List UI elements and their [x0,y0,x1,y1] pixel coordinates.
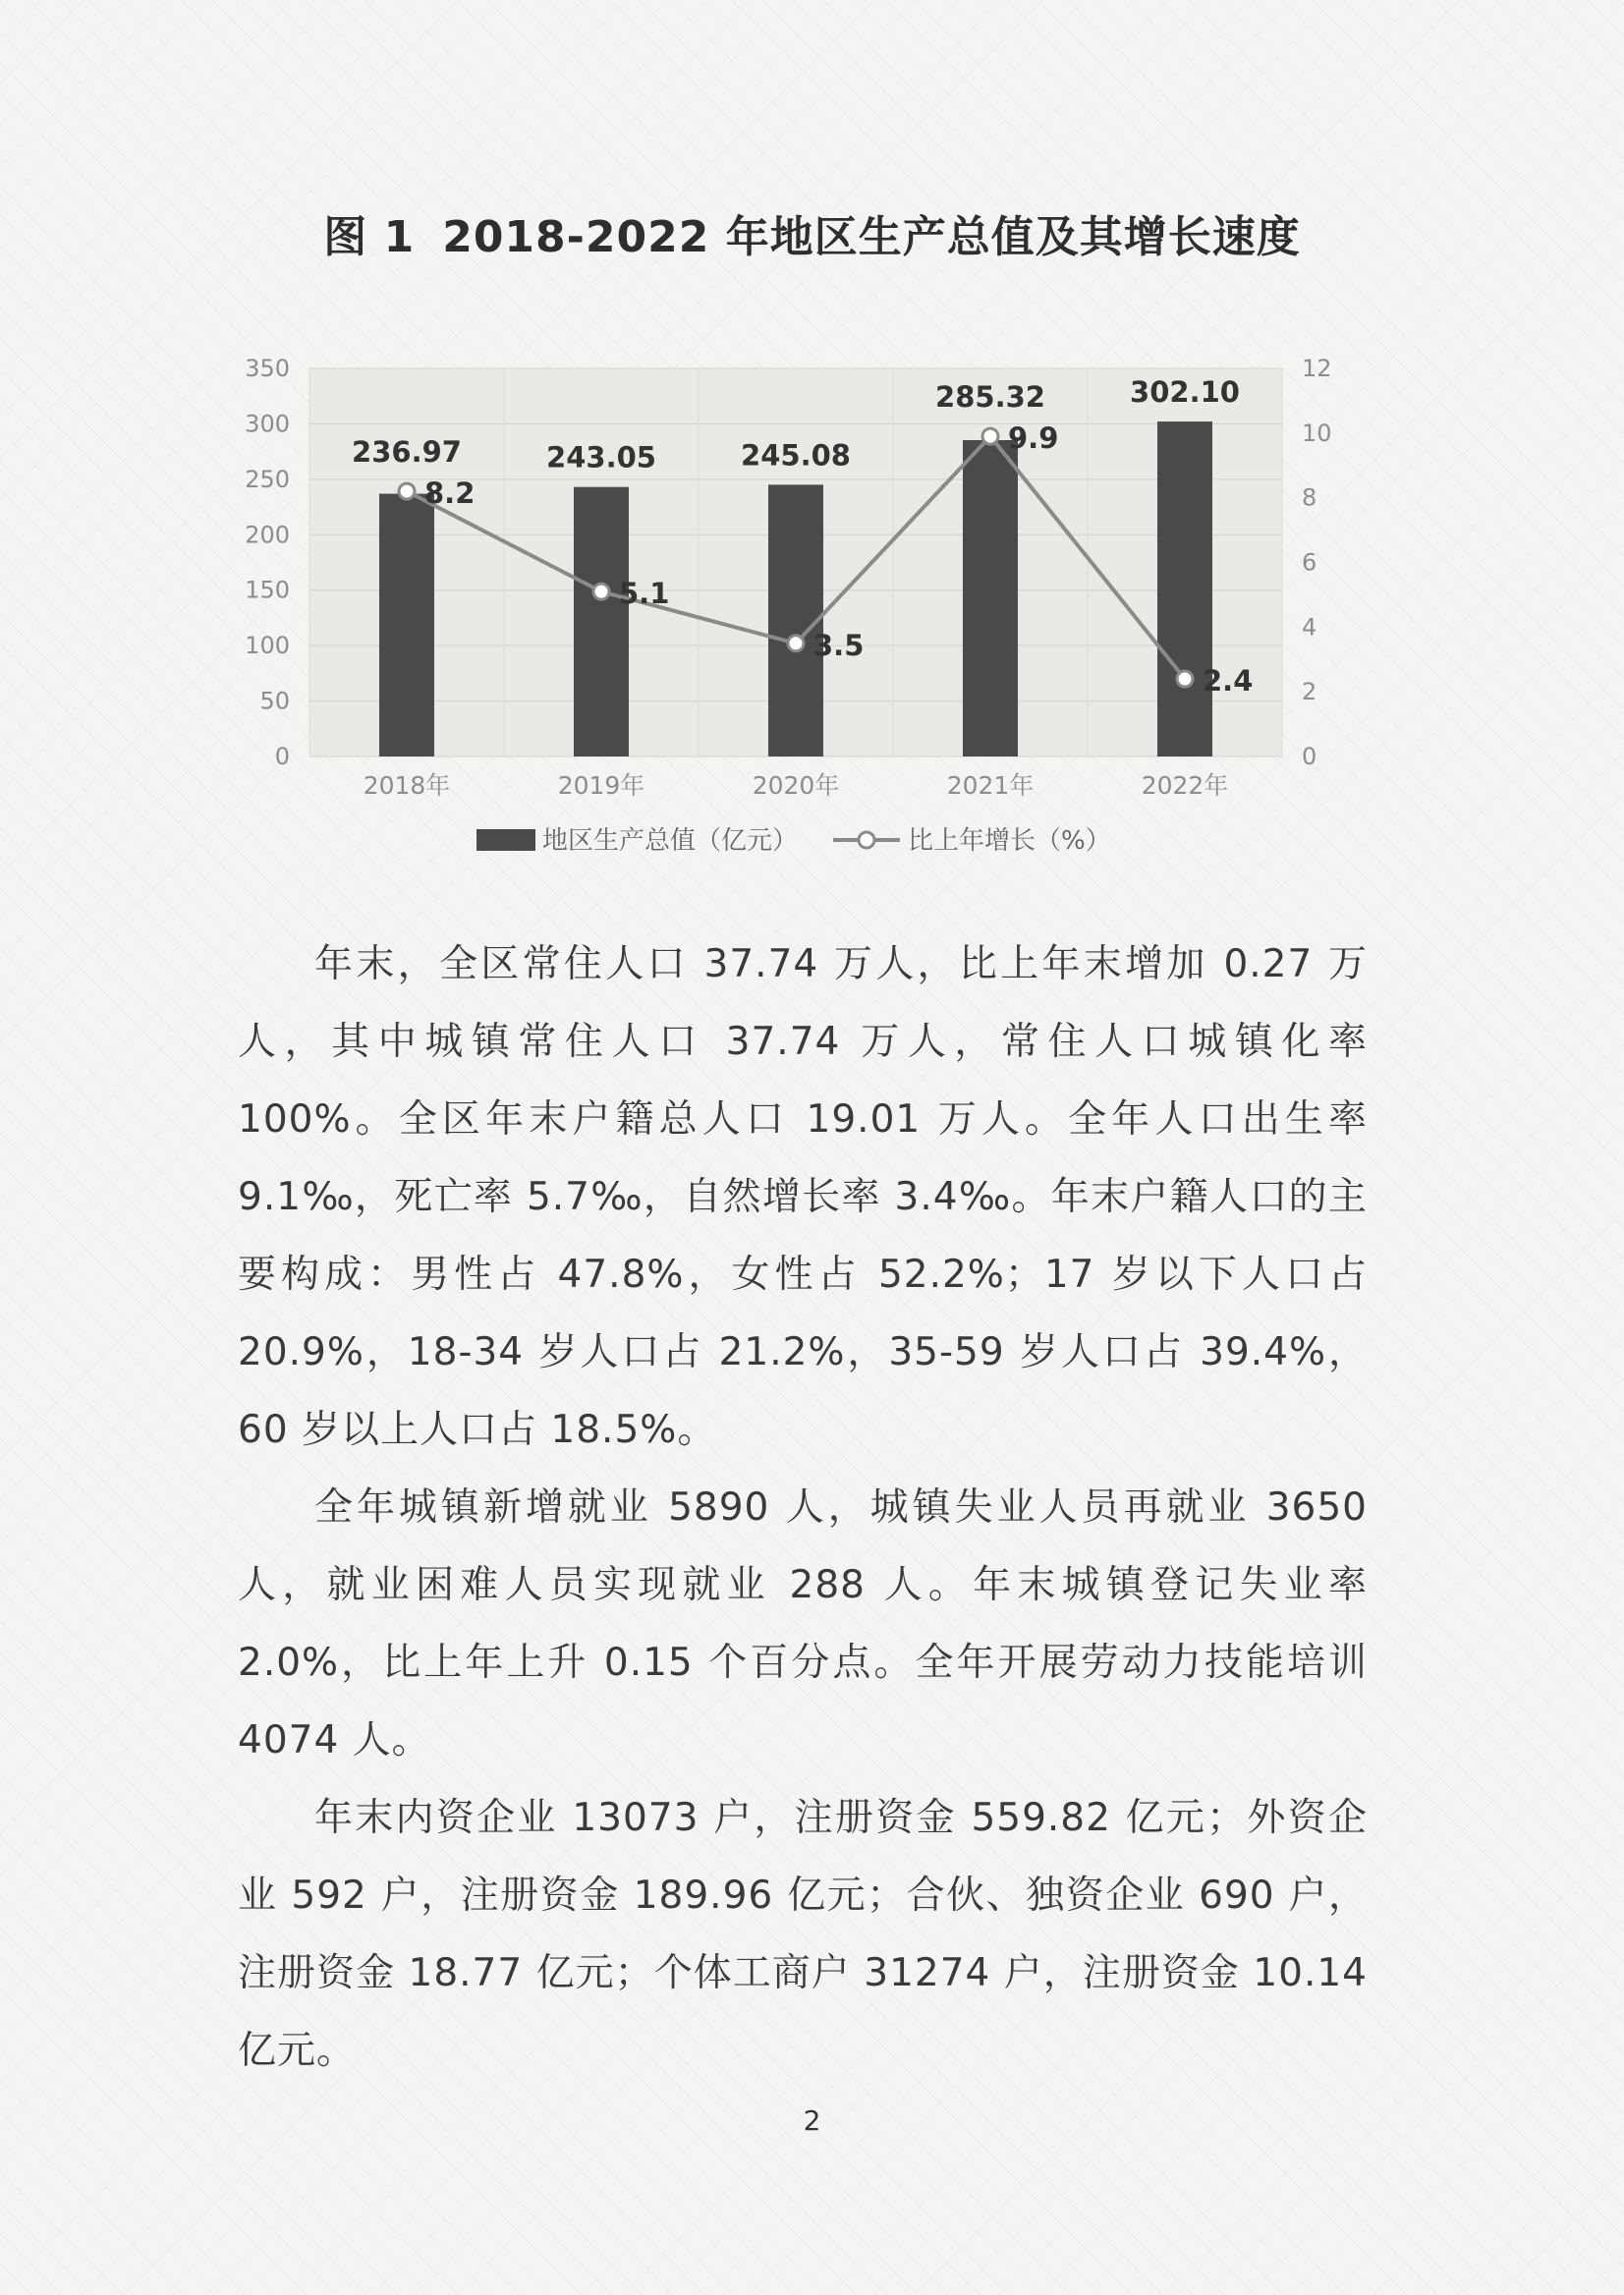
line-growth-point [982,428,998,444]
y-right-tick-label: 10 [1302,419,1332,447]
line-growth-point [788,636,804,651]
y-left-tick-label: 200 [245,521,290,549]
chart-title-number: 图 1 [323,212,416,262]
y-left-tick-label: 100 [245,632,290,660]
line-value-label: 2.4 [1203,664,1254,698]
chart-title [0,201,1624,264]
line-growth-point [399,483,415,499]
bar-value-label: 285.32 [935,380,1045,415]
line-value-label: 5.1 [619,577,670,611]
y-left-tick-label: 50 [259,687,290,715]
body-text [238,925,1368,2090]
y-left-tick-label: 150 [245,576,290,604]
y-right-tick-label: 0 [1302,743,1317,770]
bar-value-label: 243.05 [546,440,656,475]
bar-gdp [1157,421,1212,756]
chart-title-text: 2018-2022 年地区生产总值及其增长速度 [442,212,1301,262]
line-growth-point [1177,671,1193,687]
line-value-label: 9.9 [1008,421,1059,456]
y-right-tick-label: 4 [1302,613,1317,642]
line-value-label: 8.2 [424,476,476,511]
paragraph-enterprises: 年末内资企业 13073 户，注册资金 559.82 亿元；外资企业 592 户，注册资金 189.96 亿元；合伙、独资企业 690 户，注册资金 18.77 亿元；个体工商户 31274 户，注册资金 10.14 亿元。 [238,1796,1368,2073]
bar-gdp [963,440,1018,756]
bar-value-label: 302.10 [1130,375,1240,410]
y-left-tick-label: 350 [245,355,290,382]
bar-value-label: 236.97 [352,435,462,470]
legend-swatch-marker [859,832,874,848]
y-right-tick-label: 8 [1302,483,1317,512]
paragraph-population: 年末，全区常住人口 37.74 万人，比上年末增加 0.27 万人，其中城镇常住人口 37.74 万人，常住人口城镇化率 100%。全区年末户籍总人口 19.01 万人。全年人口出生率 9.1‰，死亡率 5.7‰，自然增长率 3.4‰。年末户籍人口的主要构成：男性占 47.8%，女性占 52.2%；17 岁以下人口占 20.9%，18-34 岁人口占 21.2%，35-59 岁人口占 39.4%，60 岁以上人口占 18.5%。 [238,942,1368,1452]
line-growth-point [593,584,609,599]
legend-label-line: 比上年增长（%） [908,826,1111,856]
legend-swatch-bar [476,829,535,851]
y-right-tick-label: 6 [1302,548,1317,577]
y-left-tick-label: 0 [274,743,290,770]
bar-value-label: 245.08 [741,438,851,473]
paragraph-employment: 全年城镇新增就业 5890 人，城镇失业人员再就业 3650 人，就业困难人员实现就业 288 人。年末城镇登记失业率 2.0%，比上年上升 0.15 个百分点。全年开展劳动力技能培训 4074 人。 [238,1485,1368,1763]
line-value-label: 3.5 [813,628,865,662]
legend-label-bar: 地区生产总值（亿元） [542,826,799,856]
y-right-tick-label: 12 [1302,355,1332,382]
page-number: 2 [803,2104,821,2137]
bar-gdp [379,494,434,756]
y-left-tick-label: 250 [245,465,290,493]
y-left-tick-label: 300 [245,410,290,438]
y-right-tick-label: 2 [1302,678,1317,706]
gdp-combo-chart [226,339,1336,879]
x-tick-label: 2022年 [1141,771,1229,800]
x-tick-label: 2020年 [752,771,840,800]
x-tick-label: 2019年 [557,771,645,800]
bar-gdp [574,487,629,756]
x-tick-label: 2021年 [946,771,1035,800]
x-tick-label: 2018年 [363,771,451,800]
